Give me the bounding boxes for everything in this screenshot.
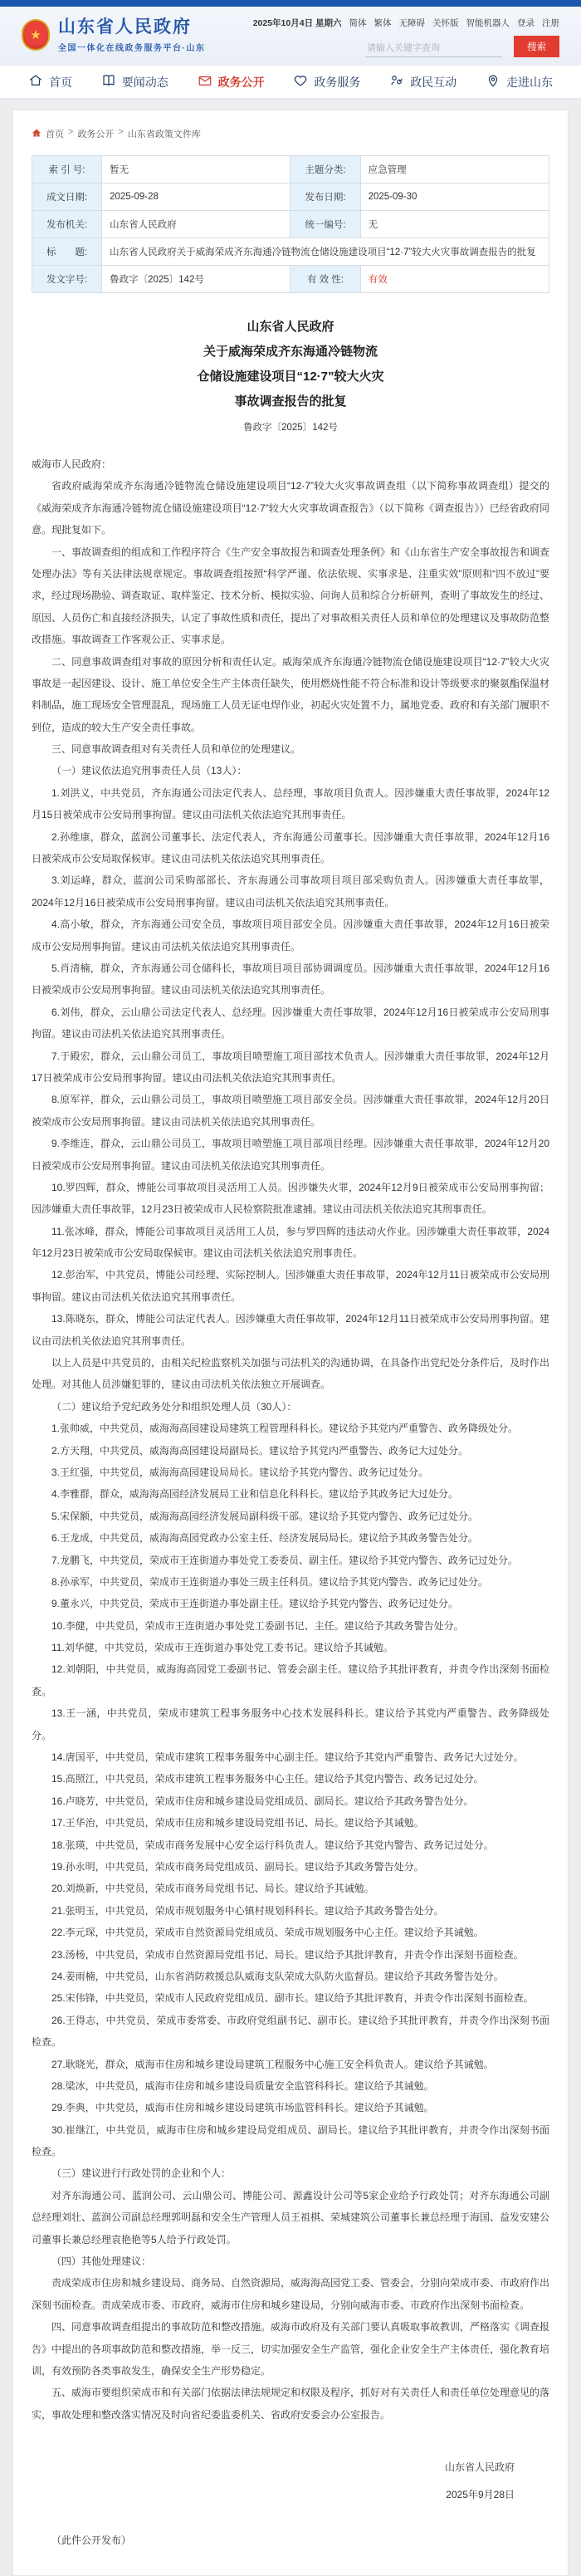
header-link[interactable]: 简体 [349,18,367,28]
document-paragraph: 2.方天翔，中共党员，威海海高园建设局副局长。建议给予其党内严重警告、政务记大过处分。 [51,1444,469,1457]
document-paragraph: 24.姜雨楠，中共党员，山东省消防救援总队威海支队荣成大队防火监督员。建议给予其政务警告处分。 [51,1970,504,1982]
document-body [32,453,549,2426]
document-title-line: 仓储设施建设项目“12·7”较大火灾 [197,370,384,384]
document-paragraph: 7.龙鹏飞，中共党员，荣成市王连街道办事处党工委委员、副主任。建议给予其党内警告、政务记过处分。 [51,1554,519,1566]
document-meta-table [32,155,549,293]
document-title-line: 山东省人民政府 [247,320,334,334]
header-link[interactable]: 繁体 [374,18,392,28]
document-paragraph: 8.原军祥，群众，云山鼎公司员工，事故项目喷塑施工项目部安全员。因涉嫌重大责任事故罪，2024年12月20日被荣成市公安局刑事拘留。建议由司法机关依法追究其刑事责任。 [32,1094,549,1128]
meta-value: 山东省人民政府 [102,211,290,238]
meta-label: 有 效 性: [290,266,360,293]
meta-value: 2025-09-28 [102,184,290,211]
nav-item-政民互动[interactable]: 政民互动 [389,73,456,91]
document-paragraph: 省政府威海荣成齐东海通冷链物流仓储设施建设项目“12·7”较大火灾事故调查组（以下简称事故调查组）提交的《威海荣成齐东海通冷链物流仓储设施建设项目“12·7”较大火灾事故调查报告》（以下简称《调查报告》）已经省政府同意。现批复如下。 [32,480,549,536]
meta-value: 无 [360,211,549,238]
document-paragraph: 一、事故调查组的组成和工作程序符合《生产安全事故报告和调查处理条例》和《山东省生产安全事故报告和调查处理办法》等有关法律法规章规定。事故调查组按照“科学严谨、依法依规、实事求是、注重实效”原则和“四不放过”要求，经过现场勘验、调查取证、取样鉴定、技术分析、模拟实验、问询人员和综合分析研判，查明了事故发生的经过、原因、人员伤亡和直接经济损失，认定了事故性质和责任，提出了对事故相关责任人员和单位的处理建议及事故防范整改措施。事故调查工作客观公正、实事求是。 [32,546,550,646]
meta-label: 索 引 号: [32,156,102,184]
document-paragraph: （一）建议依法追究刑事责任人员（13人）： [51,765,247,777]
document-paragraph: 28.梁冰，中共党员，威海市住房和城乡建设局质量安全监管科科长。建议给予其诫勉。 [51,2079,434,2092]
document-paragraph: 10.罗四辉，群众，博能公司事故项目灵活用工人员。因涉嫌失火罪，2024年12月9日被荣成市公安局刑事拘留；因涉嫌重大责任事故罪，12月23日被荣成市人民检察院批准逮捕。建议由司法机关依法追究其刑事责任。 [32,1181,549,1216]
site-title: 山东省人民政府 [58,17,192,37]
page-background [0,100,581,2576]
document-paragraph: 21.张明玉，中共党员，荣成市规划服务中心镇村规划科科长。建议给予其政务警告处分。 [51,1904,444,1917]
document-paragraph: 16.卢晓芳，中共党员，荣成市住房和城乡建设局党组成员、副局长。建议给予其政务警告处分。 [51,1795,474,1807]
interaction-icon [389,73,404,91]
meta-label: 成文日期: [32,184,102,211]
document-paragraph: 四、同意事故调查组提出的事故防范和整改措施。威海市政府及有关部门要认真吸取事故教训，严格落实《调查报告》中提出的各项事故防范和整改措施，举一反三，切实加强安全生产监管，强化企业安全生产主体责任，强化教育培训，有效预防各类事故发生，确保安全生产形势稳定。 [32,2321,550,2377]
nav-item-走进山东[interactable]: 走进山东 [486,73,553,91]
document-paragraph: 19.孙永明，中共党员，荣成市商务局党组成员、副局长。建议给予其政务警告处分。 [51,1861,424,1873]
meta-label: 主题分类: [290,156,360,184]
nav-item-要闻动态[interactable]: 要闻动态 [101,73,168,91]
document-paragraph: 14.唐国平，中共党员，荣成市建筑工程事务服务中心副主任。建议给予其党内严重警告、政务记大过处分。 [51,1751,524,1764]
national-emblem-icon [22,19,50,51]
document-paragraph: 以上人员是中共党员的，由相关纪检监察机关加强与司法机关的沟通协调，在具备作出党纪处分条件后，及时作出处理。对其他人员涉嫌犯罪的，建议由司法机关依法独立开展调查。 [32,1357,550,1391]
document-paragraph: （四）其他处理建议： [51,2255,152,2268]
document-paragraph: 25.宋伟锋，中共党员，荣成市人民政府党组成员、副市长。建议给予其批评教育，并责令作出深刻书面检查。 [51,1992,534,2005]
meta-value: 有效 [360,266,549,293]
meta-value: 山东省人民政府关于威海荣成齐东海通冷链物流仓储设施建设项目“12·7”较大火灾事故调查报告的批复 [102,238,549,266]
meta-value: 鲁政字〔2025〕142号 [102,266,290,293]
document-title-line: 事故调查报告的批复 [234,394,347,409]
content-card [12,110,569,2576]
document-paragraph: 4.李雅群，群众，威海海高园经济发展局工业和信息化科科长。建议给予其政务记大过处分。 [51,1488,459,1501]
document-paragraph: 30.崔继江，中共党员，威海市住房和城乡建设局党组成员、副局长。建议给予其批评教育，并责令作出深刻书面检查。 [32,2123,549,2158]
search-button[interactable]: 搜索 [514,36,559,57]
document-paragraph: 1.张帅威，中共党员，威海海高园建设局建筑工程管理科科长。建议给予其党内严重警告、政务降级处分。 [51,1423,519,1435]
salutation: 威海市人民政府： [32,458,112,470]
header-toplinks [253,17,559,29]
nav-item-首页[interactable]: 首页 [28,73,72,91]
meta-label: 标 题: [32,238,102,266]
meta-value: 应急管理 [360,156,549,184]
breadcrumb-link[interactable]: 政务公开 [77,130,115,140]
document-paragraph: 29.李典，中共党员，威海市住房和城乡建设局建筑市场监管科科长。建议给予其诫勉。 [51,2102,434,2114]
document-paragraph: 9.李维连，群众，云山鼎公司员工，事故项目喷塑施工项目部项目经理。因涉嫌重大责任事故罪，2024年12月20日被荣成市公安局刑事拘留。建议由司法机关依法追究其刑事责任。 [32,1138,549,1172]
top-blue-bar [0,0,581,7]
document-paragraph: 责成荣成市住房和城乡建设局、商务局、自然资源局，威海海高园党工委、管委会，分别向荣成市委、市政府作出深刻书面检查。责成荣成市委、市政府，威海市住房和城乡建设局，分别向威海市委、市政府作出深刻书面检查。 [32,2277,550,2311]
signer: 山东省人民政府 [444,2461,515,2474]
document-paragraph: 15.高照江，中共党员，荣成市建筑工程事务服务中心主任。建议给予其党内警告、政务记过处分。 [51,1773,484,1785]
document-paragraph: 2.孙维康，群众，蓝润公司董事长、法定代表人，齐东海通公司董事长。因涉嫌重大责任事故罪，2024年12月16日被荣成市公安局取保候审。建议由司法机关依法追究其刑事责任。 [32,830,549,865]
meta-label: 发布日期: [290,184,360,211]
document-paragraph: 1.刘洪义，中共党员，齐东海通公司法定代表人、总经理，事故项目负责人。因涉嫌重大责任事故罪，2024年12月15日被荣成市公安局刑事拘留。建议由司法机关依法追究其刑事责任。 [32,786,549,821]
document-paragraph: 11.张冰峰，群众，博能公司事故项目灵活用工人员，参与罗四辉的违法动火作业。因涉嫌重大责任事故罪，2024年12月23日被荣成市公安局取保候审。建议由司法机关依法追究刑事责任。 [32,1225,549,1260]
header-link[interactable]: 智能机器人 [466,18,510,28]
home-icon [28,73,43,91]
header-link[interactable]: 注册 [542,18,559,28]
meta-value: 2025-09-30 [360,184,549,211]
home-icon [32,128,42,140]
document-paragraph: 27.耿晓光，群众，威海市住房和城乡建设局建筑工程服务中心施工安全科负责人。建议给予其诫勉。 [51,2058,494,2070]
document-title-line: 关于威海荣成齐东海通冷链物流 [203,345,378,359]
document-paragraph: 18.张瑛，中共党员，荣成市商务发展中心安全运行科负责人。建议给予其党内警告、政务记过处分。 [51,1839,494,1851]
services-heart-icon [293,73,308,91]
document-paragraph: 10.李健，中共党员，荣成市王连街道办事处党工委副书记、主任。建议给予其政务警告处分。 [51,1619,464,1632]
site-logo[interactable] [22,17,205,53]
header-link[interactable]: 登录 [517,18,535,28]
document-title [32,315,549,414]
document-paragraph: 22.李元琛，中共党员，荣成市自然资源局党组成员、荣成市规划服务中心主任。建议给予其诫勉。 [51,1927,484,1939]
news-icon [101,73,116,91]
meta-label: 统一编号: [290,211,360,238]
document-paragraph: 26.王得志，中共党员，荣成市委常委、市政府党组副书记、副市长。建议给予其批评教育，并责令作出深刻书面检查。 [32,2014,549,2049]
main-nav [0,66,581,100]
sign-date: 2025年9月28日 [446,2488,515,2500]
nav-item-政务公开[interactable]: 政务公开 [198,73,265,91]
document-paragraph: 5.宋保额，中共党员，威海海高园经济发展局副科级干部。建议给予其党内警告、政务记过处分。 [51,1510,479,1522]
publish-footnote: （此件公开发布） [51,2534,132,2546]
document-paragraph: 3.刘运峰，群众，蓝润公司采购部部长、齐东海通公司事故项目项目部采购负责人。因涉嫌重大责任事故罪，2024年12月16日被荣成市公安局刑事拘留。建议由司法机关依法追究其刑事责任。 [32,874,549,908]
site-subtitle: 全国一体化在线政务服务平台·山东 [58,44,206,54]
document-paragraph: 13.陈晓东，群众，博能公司法定代表人。因涉嫌重大责任事故罪，2024年12月11日被荣成市公安局刑事拘留。建议由司法机关依法追究其刑事责任。 [32,1313,549,1347]
document-paragraph: 6.王龙成，中共党员，威海海高园党政办公室主任、经济发展局局长。建议给予其政务警告处分。 [51,1532,479,1545]
document-paragraph: 12.彭治军，中共党员，博能公司经理、实际控制人。因涉嫌重大责任事故罪，2024年12月11日被荣成市公安局刑事拘留。建议由司法机关依法追究其刑事责任。 [32,1269,549,1303]
document-paragraph: 12.刘朝阳，中共党员，威海海高园党工委副书记、管委会副主任。建议给予其批评教育，并责令作出深刻书面检查。 [32,1663,549,1697]
document-paragraph: 11.刘华健，中共党员，荣成市王连街道办事处党工委书记。建议给予其诫勉。 [51,1642,393,1654]
document-paragraph: 对齐东海通公司、蓝润公司、云山鼎公司、博能公司、源鑫设计公司等5家企业给予行政处罚；对齐东海通公司副总经理刘壮、蓝润公司副总经理郭明磊和安全生产管理人员王祖棋、荣城建筑公司董事长兼总经理于海国、益发安建公司董事长兼总经理袁艳艳等5人给予行政处罚。 [32,2189,550,2245]
document-paragraph: 13.王一涵，中共党员，荣成市建筑工程事务服务中心技术发展科科长。建议给予其党内严重警告、政务降级处分。 [32,1707,549,1741]
document-number: 鲁政字〔2025〕142号 [243,423,338,433]
document-paragraph: 3.王红强，中共党员，威海海高园建设局局长。建议给予其党内警告、政务记过处分。 [51,1466,429,1478]
document-paragraph: 9.董永兴，中共党员，荣成市王连街道办事处副主任。建议给予其党内警告、政务记过处分。 [51,1598,459,1610]
document-paragraph: 20.刘焕新，中共党员，荣成市商务局党组书记、局长。建议给予其诫勉。 [51,1883,374,1895]
document-paragraph: 17.王华治，中共党员，荣成市住房和城乡建设局党组书记、局长。建议给予其诫勉。 [51,1817,424,1829]
header-link[interactable]: 关怀版 [432,18,459,28]
breadcrumb-link[interactable]: 首页 [46,130,64,140]
location-icon [486,73,500,91]
header-link[interactable]: 无障碍 [398,18,425,28]
document-paragraph: 二、同意事故调查组对事故的原因分析和责任认定。威海荣成齐东海通冷链物流仓储设施建设项目“12·7”较大火灾事故是一起因建设、设计、施工单位安全生产主体责任缺失，使用燃烧性能不符合标准和设计等级要求的聚氨酯保温材料制品，施工现场安全管理混乱，现场施工人员无证电焊作业，初起火灾处置不力，属地党委、政府和有关部门履职不到位，造成的较大生产安全责任事故。 [32,655,550,733]
meta-label: 发布机关: [32,211,102,238]
signature-block [32,2454,549,2508]
breadcrumb-link[interactable]: 山东省政策文件库 [127,130,201,140]
document-paragraph: （二）建议给予党纪政务处分和组织处理人员（30人）： [51,1400,297,1413]
breadcrumb: 首页 > 政务公开 > 山东省政策文件库 [32,127,549,140]
nav-item-政务服务[interactable]: 政务服务 [293,73,360,91]
document-paragraph: 5.肖清楠，群众，齐东海通公司仓储科长，事故项目项目部协调调度员。因涉嫌重大责任事故罪，2024年12月16日被荣成市公安局刑事拘留。建议由司法机关依法追究其刑事责任。 [32,962,549,997]
document-paragraph: 7.于殿宏，群众，云山鼎公司员工，事故项目喷塑施工项目部技术负责人。因涉嫌重大责任事故罪，2024年12月17日被荣成市公安局刑事拘留。建议由司法机关依法追究其刑事责任。 [32,1050,549,1084]
document-paragraph: 三、同意事故调查组对有关责任人员和单位的处理建议。 [51,743,301,756]
search-input[interactable] [365,40,502,57]
disclosure-envelope-icon [198,73,212,91]
document-paragraph: 4.高小敏，群众，齐东海通公司安全员，事故项目项目部安全员。因涉嫌重大责任事故罪，2024年12月16日被荣成市公安局刑事拘留。建议由司法机关依法追究其刑事责任。 [32,918,549,953]
site-header [0,7,581,66]
document-paragraph: 23.汤杨，中共党员，荣成市自然资源局党组书记、局长。建议给予其批评教育，并责令作出深刻书面检查。 [51,1948,524,1961]
current-date: 2025年10月4日 星期六 [252,18,342,28]
meta-label: 发文字号: [32,266,102,293]
document-paragraph: 8.孙承军，中共党员，荣成市王连街道办事处三级主任科员。建议给予其党内警告、政务记过处分。 [51,1575,489,1588]
document-paragraph: 五、威海市要组织荣成市和有关部门依据法律法规规定和权限及程序，抓好对有关责任人和责任单位处理意见的落实，事故处理和整改落实情况及时向省纪委监委机关、省政府安委会办公室报告。 [32,2387,550,2421]
meta-value: 暂无 [102,156,290,184]
document-paragraph: （三）建议进行行政处罚的企业和个人： [51,2167,232,2180]
document-paragraph: 6.刘伟，群众，云山鼎公司法定代表人、总经理。因涉嫌重大责任事故罪，2024年12月16日被荣成市公安局刑事拘留。建议由司法机关依法追究其刑事责任。 [32,1006,549,1041]
